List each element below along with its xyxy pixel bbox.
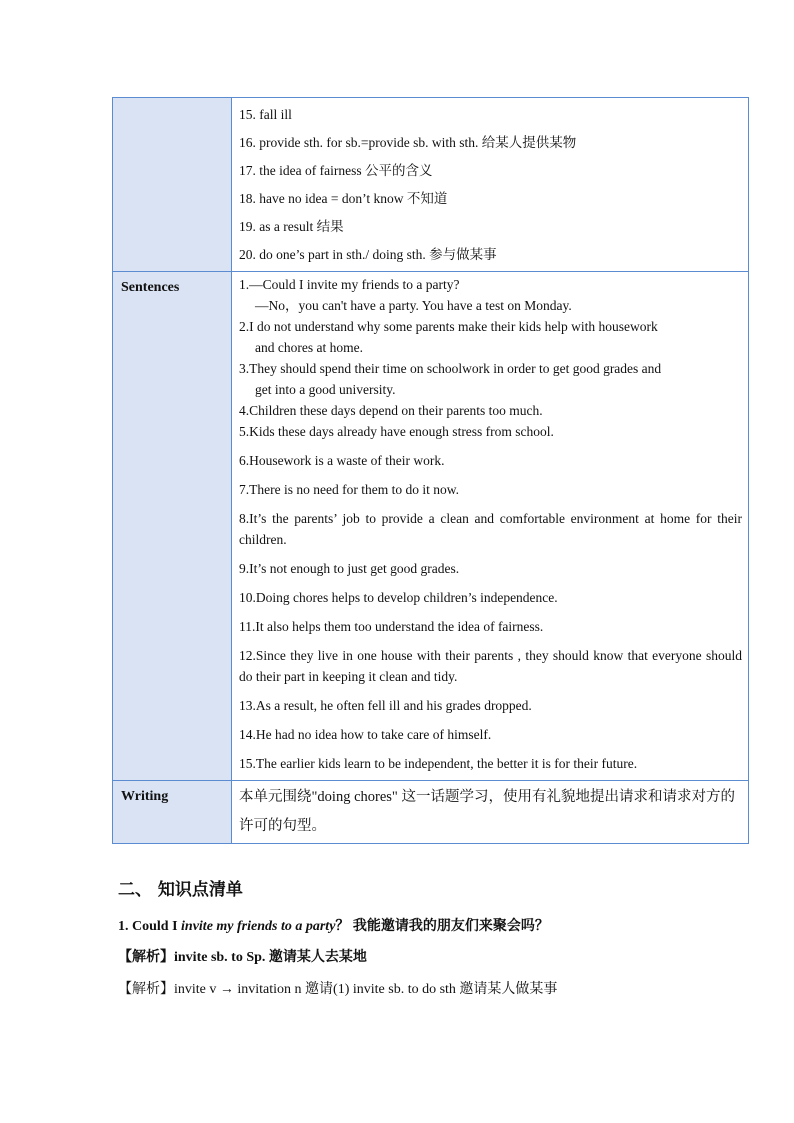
sentence-line: 15.The earlier kids learn to be independent, the better it is for their future. (239, 756, 638, 771)
sentences-row (113, 272, 749, 781)
sentence-line: 2.I do not understand why some parents make their kids help with housework (239, 319, 658, 334)
sentence-line: 1.—Could I invite my friends to a party? (239, 277, 460, 292)
question-1-suffix: ？ 我能邀请我的朋友们来聚会吗？ (335, 919, 549, 934)
sentence-line: and chores at home. (255, 340, 363, 355)
sentence-line: 11.It also helps them too understand the idea of fairness. (239, 619, 544, 634)
sentence-line: 8.It’s the parents’ job to provide a clean and comfortable environment at home for their children. (239, 511, 742, 547)
sentence-line: 6.Housework is a waste of their work. (239, 453, 445, 468)
vocab-item: 18. have no idea = don’t know 不知道 (239, 191, 448, 206)
sentence-line: 10.Doing chores helps to develop children’s independence. (239, 590, 558, 605)
vocab-item: 19. as a result 结果 (239, 219, 344, 234)
vocab-label-cell (113, 98, 232, 272)
writing-label: Writing (113, 781, 232, 844)
question-1-italic: invite my friends to a party (181, 919, 336, 934)
vocab-content-cell (232, 98, 749, 272)
analysis-1: 【解析】invite sb. to Sp. 邀请某人去某地 (118, 950, 367, 965)
vocab-item: 15. fall ill (239, 107, 292, 122)
sentence-line: —No，you can't have a party. You have a test on Monday. (255, 298, 572, 313)
sentence-line: 13.As a result, he often fell ill and his grades dropped. (239, 698, 532, 713)
sentence-line: 9.It’s not enough to just get good grades. (239, 561, 460, 576)
summary-table (112, 97, 749, 844)
sentence-line: 5.Kids these days already have enough stress from school. (239, 424, 554, 439)
sentence-line: 12.Since they live in one house with their parents , they should know that everyone should do their part in keeping it clean and tidy. (239, 648, 742, 684)
vocab-item: 16. provide sth. for sb.=provide sb. with sth. 给某人提供某物 (239, 135, 577, 150)
vocab-item: 17. the idea of fairness 公平的含义 (239, 163, 433, 178)
sentence-line: 3.They should spend their time on schoolwork in order to get good grades and (239, 361, 662, 376)
sentences-content-cell (232, 272, 749, 781)
question-1 (118, 915, 549, 935)
vocab-row (113, 98, 749, 272)
sentence-line: 4.Children these days depend on their parents too much. (239, 403, 543, 418)
question-1-prefix: 1. Could I (118, 919, 182, 934)
sentence-line: 7.There is no need for them to do it now. (239, 482, 459, 497)
writing-content: 本单元围绕"doing chores" 这一话题学习，使用有礼貌地提出请求和请求对方的许可的句型。 (232, 781, 749, 844)
analysis-2: 【解析】invite v → invitation n 邀请(1) invite sb. to do sth 邀请某人做某事 (118, 982, 558, 997)
section-title: 二、 知识点清单 (118, 880, 243, 900)
sentence-line: get into a good university. (255, 382, 396, 397)
sentences-label: Sentences (113, 272, 232, 781)
vocab-item: 20. do one’s part in sth./ doing sth. 参与做某事 (239, 247, 497, 262)
writing-row (113, 781, 749, 844)
sentence-line: 14.He had no idea how to take care of himself. (239, 727, 492, 742)
